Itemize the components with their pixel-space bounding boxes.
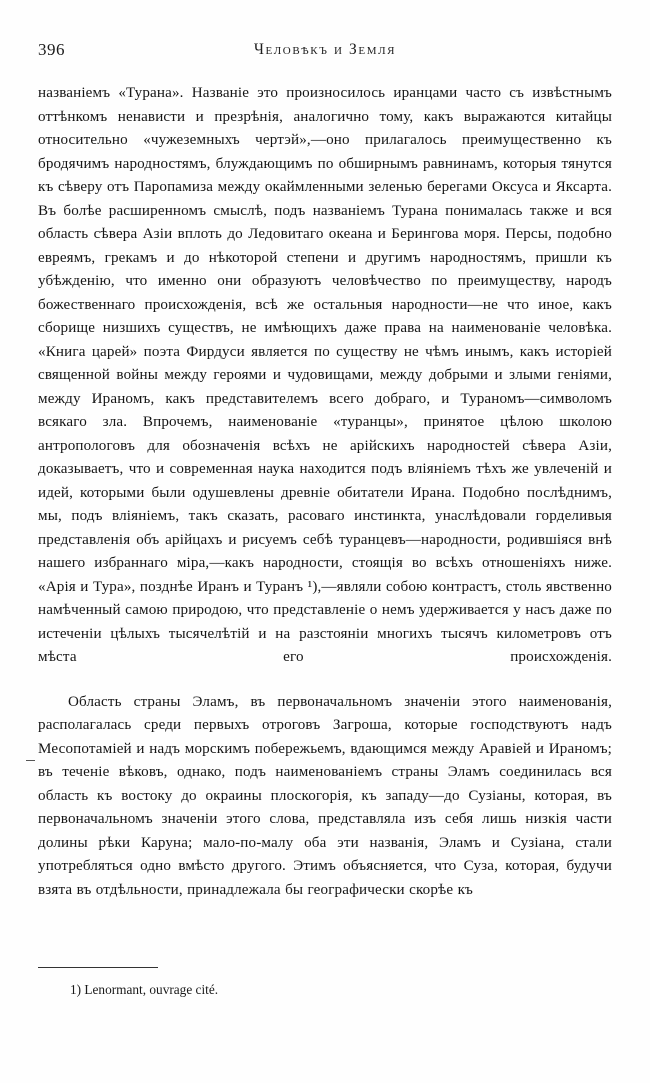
marginal-dash-mark	[26, 760, 35, 761]
paragraph-2: Область страны Эламъ, въ первоначальномъ значеніи этого наименованія, располагалась среди первыхъ отроговъ Загроша, которые господствуютъ надъ Месопотаміей и надъ морскимъ побережьемъ, вдающимся между Аравіей и Ираномъ; въ теченіе вѣковъ, однако, подъ наименованіемъ страны Эламъ соединилась вся область къ востоку до окраины плоскогорія, къ западу—до Сузіаны, которая, въ первоначальномъ значеніи этого слова, представляла изъ себя лишь низкія части долины рѣки Каруна; мало-по-малу оба эти названія, Эламъ и Сузіана, стали употребляться одно вмѣсто другого. Этимъ объясняется, что Суза, которая, будучи взята въ отдѣльности, принадлежала бы географически скорѣе къ	[38, 693, 612, 898]
paragraph-spacer	[38, 670, 612, 691]
page-number: 396	[38, 40, 65, 59]
running-title: Человѣкъ и Земля	[253, 41, 397, 58]
footnote	[38, 980, 612, 999]
paragraph-1: названіемъ «Турана». Названіе это произносилось иранцами часто съ извѣстнымъ оттѣнкомъ ненависти и презрѣнія, аналогично тому, какъ выражаются китайцы относительно «чужеземныхъ чертэй»,—оно прилагалось преимущественно къ бродячимъ народностямъ, блуждающимъ по обширнымъ равнинамъ, которыя тянутся къ сѣверу отъ Паропамиза между окаймленными зеленью берегами Оксуса и Яксарта. Въ болѣе расширенномъ смыслѣ, подъ названіемъ Турана понималась также и вся область сѣвера Азіи вплоть до Ледовитаго океана и Берингова моря. Персы, подобно евреямъ, грекамъ и до нѣкоторой степени и другимъ народностямъ, пришли къ убѣжденію, что именно они образуютъ человѣчество по преимуществу, народъ божественнаго происхожденія, всѣ же остальныя народности—не что иное, какъ сборище низшихъ существъ, не имѣющихъ даже права на наименованіе человѣка. «Книга царей» поэта Фирдуси является по существу не чѣмъ инымъ, какъ исторіей священной войны между героями и чудовищами, между добрыми и злыми геніями, между Ираномъ, какъ представителемъ всего добраго, и Тураномъ—символомъ всякаго зла. Впрочемъ, наименованіе «туранцы», принятое цѣлою школою антропологовъ для обозначенія всѣхъ не арійскихъ народностей сѣвера Азіи, доказываетъ, что и современная наука находится подъ вліяніемъ тѣхъ же увлеченій и идей, которыми были одушевлены древніе обитатели Ирана. Подобно послѣднимъ, мы, подъ вліяніемъ, такъ сказать, расоваго инстинкта, унаслѣдовали горделивыя представленія объ арійцахъ и рисуемъ себѣ туранцевъ—народности, родившіяся внѣ нашего избраннаго міра,—какъ народности, стоящія во всѣхъ отношеніяхъ ниже. «Арія и Тура», позднѣе Иранъ и Туранъ ¹),—являли собою контрастъ, столь явственно намѣченный самою природою, что представленіе о немъ удерживается у насъ даже по истеченіи цѣлыхъ тысячелѣтій и на разстояніи многихъ тысячъ километровъ отъ мѣста его происхожденія.	[38, 85, 612, 665]
footnote-rule	[38, 967, 158, 968]
body-text	[38, 82, 612, 902]
footnote-marker: 1)	[70, 982, 82, 997]
page-header	[0, 40, 650, 62]
footnote-text: Lenormant, ouvrage cité.	[84, 982, 219, 997]
